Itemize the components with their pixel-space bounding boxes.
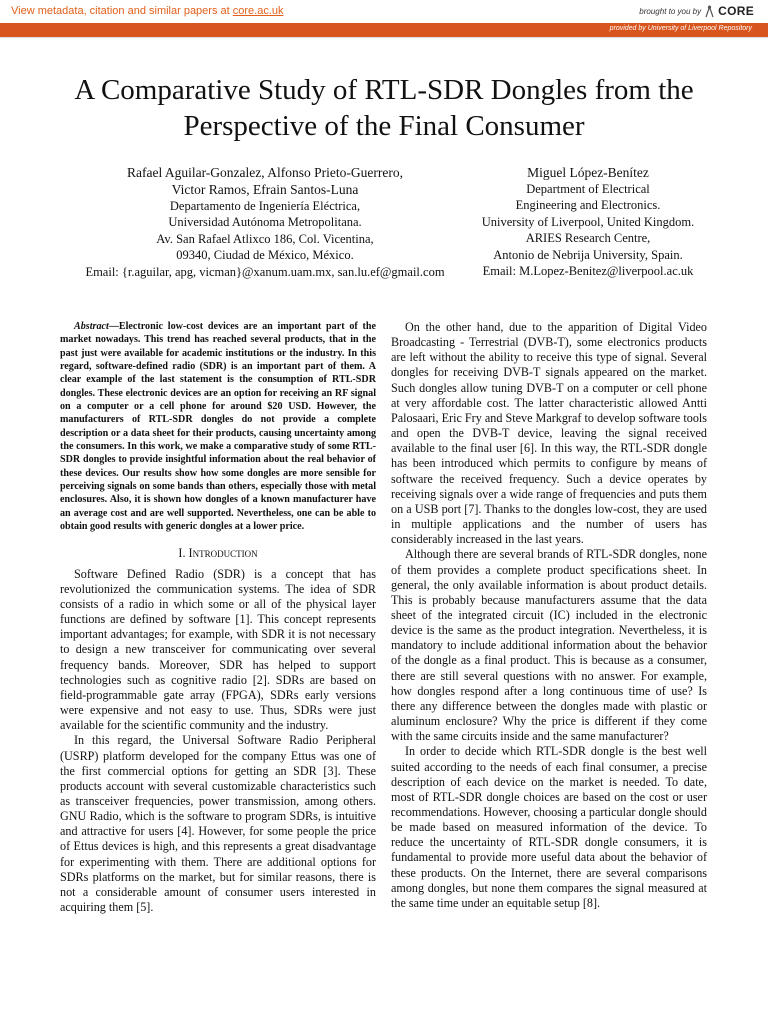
- left-column: [60, 320, 376, 915]
- core-link-anchor[interactable]: core.ac.uk: [232, 5, 284, 17]
- core-provided-bar: [0, 23, 768, 37]
- abstract-label: Abstract: [74, 321, 109, 332]
- author-names-line2: Victor Ramos, Efrain Santos-Luna: [171, 182, 359, 197]
- abstract-body: —Electronic low-cost devices are an important part of the market nowadays. This trend has reached several products, that in the past just were available for academic institutions or the industry. In this regard, software-defined radio (SDR) is an important part of them. A clear example of the last statement is the consumption of RTL-SDR dongles. These electronic devices are an option for receiving an RF signal on a computer or a cell phone for around $20 USD. However, the manufacturers of RTL-SDR dongles do not provide a complete description or a data sheet for their products, causing uncertainty among the consumers. In this work, we make a comparative study of some RTL-SDR dongles to provide insightful information about the real behavior of these devices. Our results show how some dongles are more sensible for perceiving signals on some bands than others, especially those with metal enclosures. Also, it is shown how dongles of a known manufacturer have an average cost and are well supported. Nevertheless, one can be able to obtain good results with generic dongles at a lower price.: [60, 321, 376, 533]
- core-logo-text: CORE: [718, 4, 754, 18]
- paper-title: A Comparative Study of RTL-SDR Dongles from the Perspective of the Final Consumer: [74, 74, 694, 142]
- affiliation-line: Antonio de Nebrija University, Spain.: [493, 247, 683, 262]
- core-banner: [0, 0, 768, 38]
- affiliation-line: 09340, Ciudad de México, México.: [176, 248, 354, 263]
- brought-to-you-text: brought to you by: [639, 6, 702, 16]
- core-logo-icon: [704, 5, 715, 18]
- affiliation-line: University of Liverpool, United Kingdom.: [481, 214, 695, 229]
- affiliation-line: Department of Electrical: [526, 182, 650, 196]
- author-names-line1: Rafael Aguilar-Gonzalez, Alfonso Prieto-Guerrero,: [126, 165, 403, 180]
- body-paragraph: Although there are several brands of RTL-SDR dongles, none of them provides a complete product specifications sheet. In general, the only available information is about product details. This is probably because manufacturers assume that the data sheet of the integrated circuit (IC) included in the electronic device is the same as the product integration. Nevertheless, it is mandatory to include additional information about the behavior of the dongle as a final product. This is because as a consumer, there are still several questions with no answer. For example, how dongles respond after a long continuous time of use? Is there any difference between the dongles made with plastic or aluminum enclosure? Why the price is different if they come with the same circuits inside and the same manufacturer?: [391, 547, 707, 744]
- abstract: [60, 320, 376, 534]
- affiliation-line: Engineering and Electronics.: [515, 198, 661, 213]
- author-block-right: [466, 164, 710, 279]
- affiliation-line: Departamento de Ingeniería Eléctrica,: [169, 199, 361, 213]
- affiliation-line: Av. San Rafael Atlixco 186, Col. Vicentina,: [156, 231, 374, 246]
- right-column: [391, 320, 707, 911]
- body-paragraph: In order to decide which RTL-SDR dongle is the best well suited according to the needs of each final consumer, a precise description of each device on the market is needed. To date, most of RTL-SDR dongle choices are based on the cost or user recommendations. However, choosing a particular dongle should be made based on measured information of the device. To reduce the uncertainty of RTL-SDR dongle consumers, it is fundamental to provide more useful data about the behavior of these products. On the Internet, there are several comparisons among dongles, but none them compares the signal measured at the same time under an equitable setup [8].: [391, 744, 707, 910]
- affiliation-line: Universidad Autónoma Metropolitana.: [168, 215, 362, 230]
- core-banner-top: [0, 0, 768, 23]
- affiliation-line: ARIES Research Centre,: [525, 231, 651, 246]
- author-email: Email: M.Lopez-Benitez@liverpool.ac.uk: [482, 264, 694, 279]
- body-paragraph: In this regard, the Universal Software Radio Peripheral (USRP) platform developed for the company Ettus was one of the first commercial options for getting an SDR [3]. These products account with several customizable characteristics such as transceiver frequencies, power transmission, among others. GNU Radio, which is the software to program SDRs, is intuitive and attractive for users [4]. However, for some people the price of Ettus devices is high, and this represents a great disadvantage for experimenting with them. There are additional options for SDRs platforms on the market, but for similar reasons, there is not a considerable amount of consumer users interested in acquiring them [5].: [60, 733, 376, 915]
- author-name: Miguel López-Benítez: [527, 165, 649, 180]
- core-metadata-link[interactable]: [11, 5, 284, 17]
- core-brand[interactable]: [639, 4, 754, 18]
- author-block-left: [70, 164, 460, 280]
- body-paragraph: On the other hand, due to the apparition of Digital Video Broadcasting - Terrestrial (DVB-T), some electronics products are left without the ability to receive this type of signal. Several dongles for receiving DVB-T signals appeared on the market. Such dongles allow tuning DVB-T on a computer or cell phone at very affordable cost. The latter characteristic allowed Antti Palosaari, Eric Fry and Steve Markgraf to develop software tools and open the DVB-T device, leaving the signal received available to the final user [6]. In this way, the RTL-SDR dongle has been introduced which permits to configure by means of software the received frequency. Such a device operates by receiving signals over a wide range of frequencies and puts them on a USB port [7]. Thanks to the dongles low-cost, they are used in multiple applications and the number of users has considerably increased in the last years.: [391, 320, 707, 547]
- core-link-prefix: View metadata, citation and similar papers at: [11, 5, 233, 17]
- provided-by-text[interactable]: provided by University of Liverpool Repository: [609, 25, 752, 32]
- body-paragraph: Software Defined Radio (SDR) is a concept that has revolutionized the communication systems. The idea of SDR consists of a radio in which some or all of the physical layer functions are defined by software [1]. This concept represents important advantages; for example, with SDR it is not necessary to design a new transceiver for communicating over several frequency bands. Moreover, SDR has helped to support technologies such as cognitive radio [2]. SDRs are based on field-programmable gate array (FPGA), SDRs early versions were expensive and not easy to use. Thus, SDRs were just available for the scientific community and the industry.: [60, 566, 376, 733]
- author-email: Email: {r.aguilar, apg, vicman}@xanum.uam.mx, san.lu.ef@gmail.com: [85, 264, 445, 279]
- section-heading-introduction: I. Introduction: [178, 545, 258, 560]
